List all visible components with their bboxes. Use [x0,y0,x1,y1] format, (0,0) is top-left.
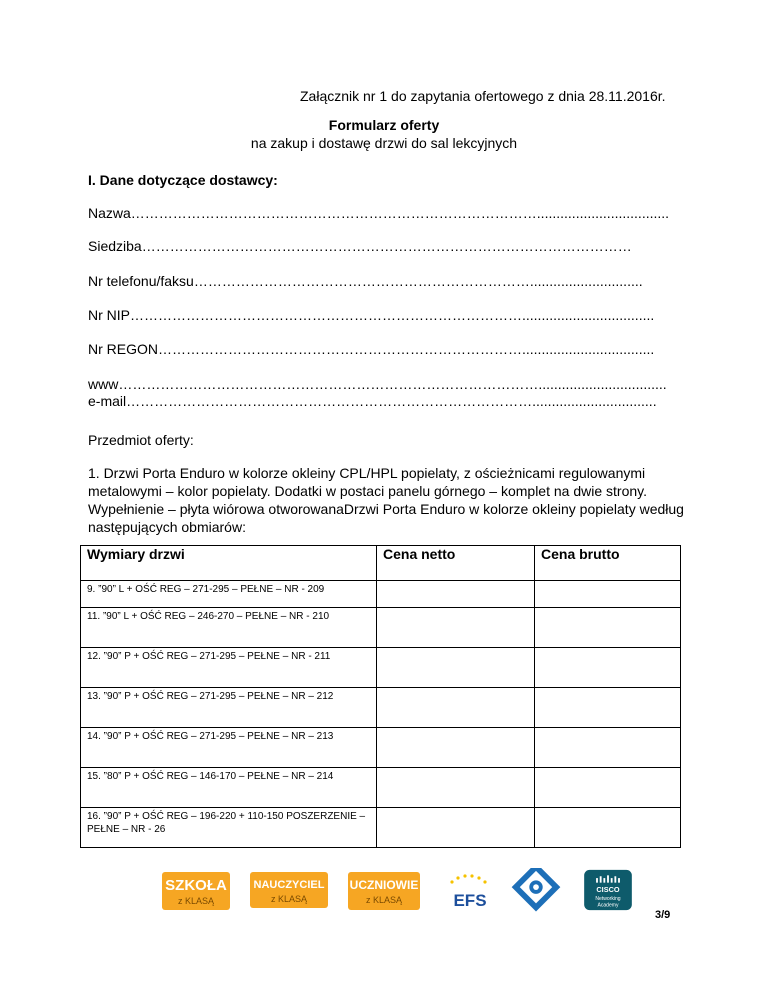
cell-gross-price[interactable] [535,768,681,808]
annex-header: Załącznik nr 1 do zapytania ofertowego z dnia 28.11.2016r. [300,88,666,104]
cell-net-price[interactable] [377,648,535,688]
szkola-z-klasa-logo [160,868,232,912]
field-seat: Siedziba…………………………………………………………………………………………… [88,238,632,254]
form-subtitle: na zakup i dostawę drzwi do sal lekcyjnych [250,135,518,151]
field-email: e-mail……………………………………………………………………………................................ [88,393,657,409]
page-number: 3/9 [655,909,671,921]
field-www: www………………………………………………………………………………................................. [88,376,667,392]
field-nip: Nr NIP………………………………………………………………………….................................. [88,307,655,323]
header-dimensions: Wymiary drzwi [81,546,377,581]
cell-net-price[interactable] [377,768,535,808]
cell-net-price[interactable] [377,581,535,608]
table-row [81,581,681,608]
efs-logo [442,868,498,912]
table-row [81,728,681,768]
cell-net-price[interactable] [377,608,535,648]
cell-gross-price[interactable] [535,581,681,608]
table-row [81,808,681,848]
cisco-networking-academy-logo [580,868,636,912]
nauczyciel-logo-subtext: z KLASĄ [270,894,308,904]
cell-net-price[interactable] [377,688,535,728]
table-row [81,768,681,808]
cell-gross-price[interactable] [535,648,681,688]
header-gross-price: Cena brutto [535,546,681,581]
cell-net-price[interactable] [377,728,535,768]
table-row [81,688,681,728]
table-row [81,608,681,648]
table-row [81,648,681,688]
form-title: Formularz oferty [328,117,440,133]
price-table [80,545,681,848]
field-phone: Nr telefonu/faksu………………………………………………………………............................. [88,273,643,289]
szkola-logo-text: SZKOŁA [165,877,227,894]
field-name: Nazwa…………………………………………………………………………….................................. [88,205,670,221]
cisco-logo-subtext-2: Academy [597,902,619,909]
logo-strip [150,868,640,918]
uczniowie-logo-text: UCZNIOWIE [349,878,419,892]
table-header-row [81,546,681,581]
cell-net-price[interactable] [377,808,535,848]
cisco-logo-subtext-1: Networking [595,896,621,903]
cisco-logo-text: CISCO [596,884,620,894]
blue-emblem-logo [508,868,564,912]
field-regon: Nr REGON…………………………………………………………………….................................. [88,341,655,357]
cell-dimensions: 14. ”90” P + OŚĆ REG – 271-295 – PEŁNE – NR – 213 [81,728,377,768]
header-net-price: Cena netto [377,546,535,581]
efs-logo-text: EFS [453,891,487,910]
nauczyciel-z-klasa-logo [248,868,330,912]
cell-gross-price[interactable] [535,608,681,648]
uczniowie-logo-subtext: z KLASĄ [365,895,403,905]
item-description: 1. Drzwi Porta Enduro w kolorze okleiny CPL/HPL popielaty, z ościeżnicami regulowanymi metalowymi – kolor popielaty. Dodatki w postaci panelu górnego – komplet na dwie strony. Wypełnienie – płyta wiórowa otworowanaDrzwi Porta Enduro w kolorze okleiny popielaty według następujących obmiarów: [88,465,684,535]
szkola-logo-subtext: z KLASĄ [177,896,215,906]
nauczyciel-logo-text: NAUCZYCIEL [253,879,325,891]
cell-gross-price[interactable] [535,808,681,848]
cell-gross-price[interactable] [535,728,681,768]
cell-dimensions: 16. ”90” P + OŚĆ REG – 196-220 + 110-150 POSZERZENIE – PEŁNE – NR - 26 [81,808,377,848]
cell-dimensions: 9. ”90” L + OŚĆ REG – 271-295 – PEŁNE – NR - 209 [81,581,377,608]
cell-dimensions: 11. ”90” L + OŚĆ REG – 246-270 – PEŁNE – NR - 210 [81,608,377,648]
subject-label: Przedmiot oferty: [88,432,194,448]
section-supplier-heading: I. Dane dotyczące dostawcy: [88,172,278,188]
uczniowie-z-klasa-logo [346,868,422,912]
cell-dimensions: 15. ”80” P + OŚĆ REG – 146-170 – PEŁNE – NR – 214 [81,768,377,808]
cell-dimensions: 12. ”90” P + OŚĆ REG – 271-295 – PEŁNE – NR - 211 [81,648,377,688]
cell-gross-price[interactable] [535,688,681,728]
cell-dimensions: 13. ”90” P + OŚĆ REG – 271-295 – PEŁNE – NR – 212 [81,688,377,728]
